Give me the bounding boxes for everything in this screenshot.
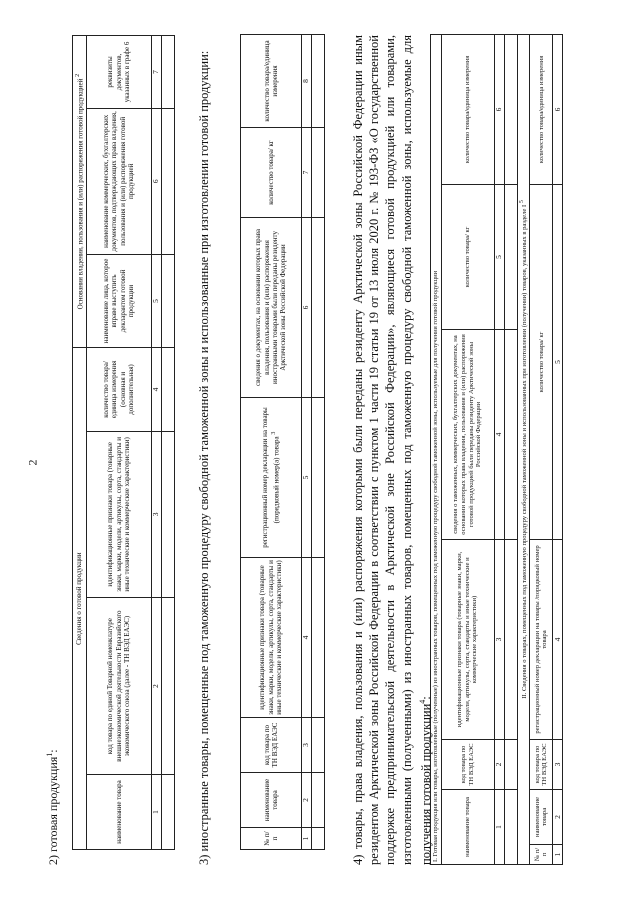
col-header: количество товара/единица измерения <box>241 35 302 128</box>
col-header: реквизиты документов, указанных в графе 6 <box>86 36 151 109</box>
col-header: идентификационные признаки товара (товарные знаки, марки, модели, артикулы, сорта, стандарты и иные технические и коммерческие характеристики) <box>241 558 302 718</box>
col-header: количество товара/ кг <box>441 185 494 330</box>
col-number: 3 <box>151 431 161 598</box>
col-number: 2 <box>151 598 161 775</box>
group-header-product: Сведения о готовой продукции <box>73 348 87 850</box>
col-number: 1 <box>494 790 504 865</box>
col-header: наименование лица, которое вправе выступить декларантом готовой продукции <box>86 254 151 348</box>
part2-title: II. Сведения о товарах, помещенных под таможенную процедуру свободной таможенной зоны и использованных при изготовлении (получении) товаров, указанных в разделе I $^5$ <box>517 34 530 864</box>
col-number: 5 <box>553 185 563 540</box>
col-header: № п/п <box>241 828 302 850</box>
col-number: 1 <box>553 845 563 865</box>
group-header-basis: Основания владения, пользования и (или) распоряжения готовой продукцией $^2$ <box>73 36 87 348</box>
col-header: количество товара/ единица измерения (основная и дополнительная) <box>86 348 151 431</box>
col-number: 6 <box>151 108 161 254</box>
col-header: регистрационный номер декларации на товары (порядковый номер(а) товара $^3$ <box>241 398 302 558</box>
section3-text: 3) иностранные товары, помещенные под таможенную процедуру свободной таможенной зоны и использованные при изготовлении готовой продукции: <box>197 50 211 865</box>
col-header: код товара по ТН ВЭД ЕАЭС <box>441 740 494 790</box>
col-header: количество товара/ кг <box>530 185 553 540</box>
foreign-goods-table <box>240 34 325 850</box>
col-header: сведения о документах, на основании которых права владения, пользования и (или) распоряжения иностранными товарами были переданы резиденту Арктической зоны Российской Федерации <box>241 218 302 398</box>
col-header: наименование коммерческих, бухгалтерских документов, подтверждающих права владения, пользования и (или) распоряжения готовой продукцией <box>86 108 151 254</box>
section4-text: 4) товары, права владения, пользования и (или) распоряжения которыми были переданы резиденту Арктической зоны Российской Федерации иным резидентом Арктической зоны Российской Федерации в соответствии с пунктом 1 части 19 статьи 19 от 13 июля 2020 г. № 193-ФЗ «О государственной поддержке предпринимательской деятельности в Арктической зоне Российской Федерации», являющиеся готовой продукцией или товарами, изготовленными (полученными) из иностранных товаров, помещенных под таможенную процедуру свободной таможенной зоны, используемые для получения готовой продукции$^4$: <box>351 35 433 865</box>
col-header: идентификационные признаки товара (товарные знаки, марки, модели, артикулы, сорта, стандарты и иные технические и коммерческие характеристики) <box>441 540 494 740</box>
col-number: 6 <box>494 34 504 184</box>
col-header: регистрационный номер декларации на товары /порядковый номер товара <box>530 540 553 740</box>
col-header: код товара по ТН ВЭД ЕАЭС <box>241 718 302 773</box>
col-number: 4 <box>302 558 312 718</box>
col-number: 2 <box>553 790 563 845</box>
col-number: 3 <box>553 740 563 790</box>
part1-title: I. Готовая продукция или товары, изготовленные (полученные) из иностранных товаров, помещенных под таможенную процедуру свободной таможенной зоны, используемые для получения готовой продукции <box>431 34 442 864</box>
col-header: наименование товара <box>441 790 494 865</box>
resident-goods-table <box>430 34 563 865</box>
col-header: код товара по единой Товарной номенклатуре внешнеэкономической деятельности Евразийского экономического союза (далее - ТН ВЭД ЕАЭС) <box>86 598 151 775</box>
col-number: 7 <box>302 128 312 218</box>
col-header: наименование товара <box>530 790 553 845</box>
col-number: 4 <box>151 348 161 431</box>
col-number: 4 <box>494 330 504 540</box>
col-number: 6 <box>302 218 312 398</box>
col-header: идентификационные признаки товара (товарные знаки, марки, модели, артикулы, сорта, стандарты и иные технические и коммерческие характеристики) <box>86 431 151 598</box>
col-number: 1 <box>151 775 161 850</box>
col-number: 5 <box>151 254 161 348</box>
col-number: 5 <box>302 398 312 558</box>
col-header: количество товара/ кг <box>241 128 302 218</box>
finished-product-table <box>72 35 175 850</box>
col-header: количество товара/единица измерения <box>441 34 494 184</box>
col-number: 2 <box>494 740 504 790</box>
table-row <box>161 36 174 850</box>
col-number: 4 <box>553 540 563 740</box>
col-header: наименование товара <box>86 775 151 850</box>
col-number: 8 <box>302 35 312 128</box>
col-number: 2 <box>302 773 312 828</box>
col-number: 3 <box>494 540 504 740</box>
page-number: 2 <box>25 459 40 466</box>
col-number: 7 <box>151 36 161 109</box>
col-header: наименование товара <box>241 773 302 828</box>
col-number: 3 <box>302 718 312 773</box>
col-header: № п/п <box>530 845 553 865</box>
section2-heading: 2) готовая продукция$^1$: <box>45 749 60 865</box>
col-number: 5 <box>494 185 504 330</box>
col-header: код товара по ТН ВЭД ЕАЭС <box>530 740 553 790</box>
col-number: 6 <box>553 34 563 184</box>
col-number: 1 <box>302 828 312 850</box>
table-row <box>504 34 517 864</box>
col-header: сведения о таможенных, коммерческих, бухгалтерских документах, на основании которых права владения, пользования и (или) распоряжения готовой продукцией были переданы резиденту Арктической зоны Российской Федерации <box>441 330 494 540</box>
col-header: количество товара/единица измерения <box>530 34 553 184</box>
table-row <box>312 35 325 850</box>
